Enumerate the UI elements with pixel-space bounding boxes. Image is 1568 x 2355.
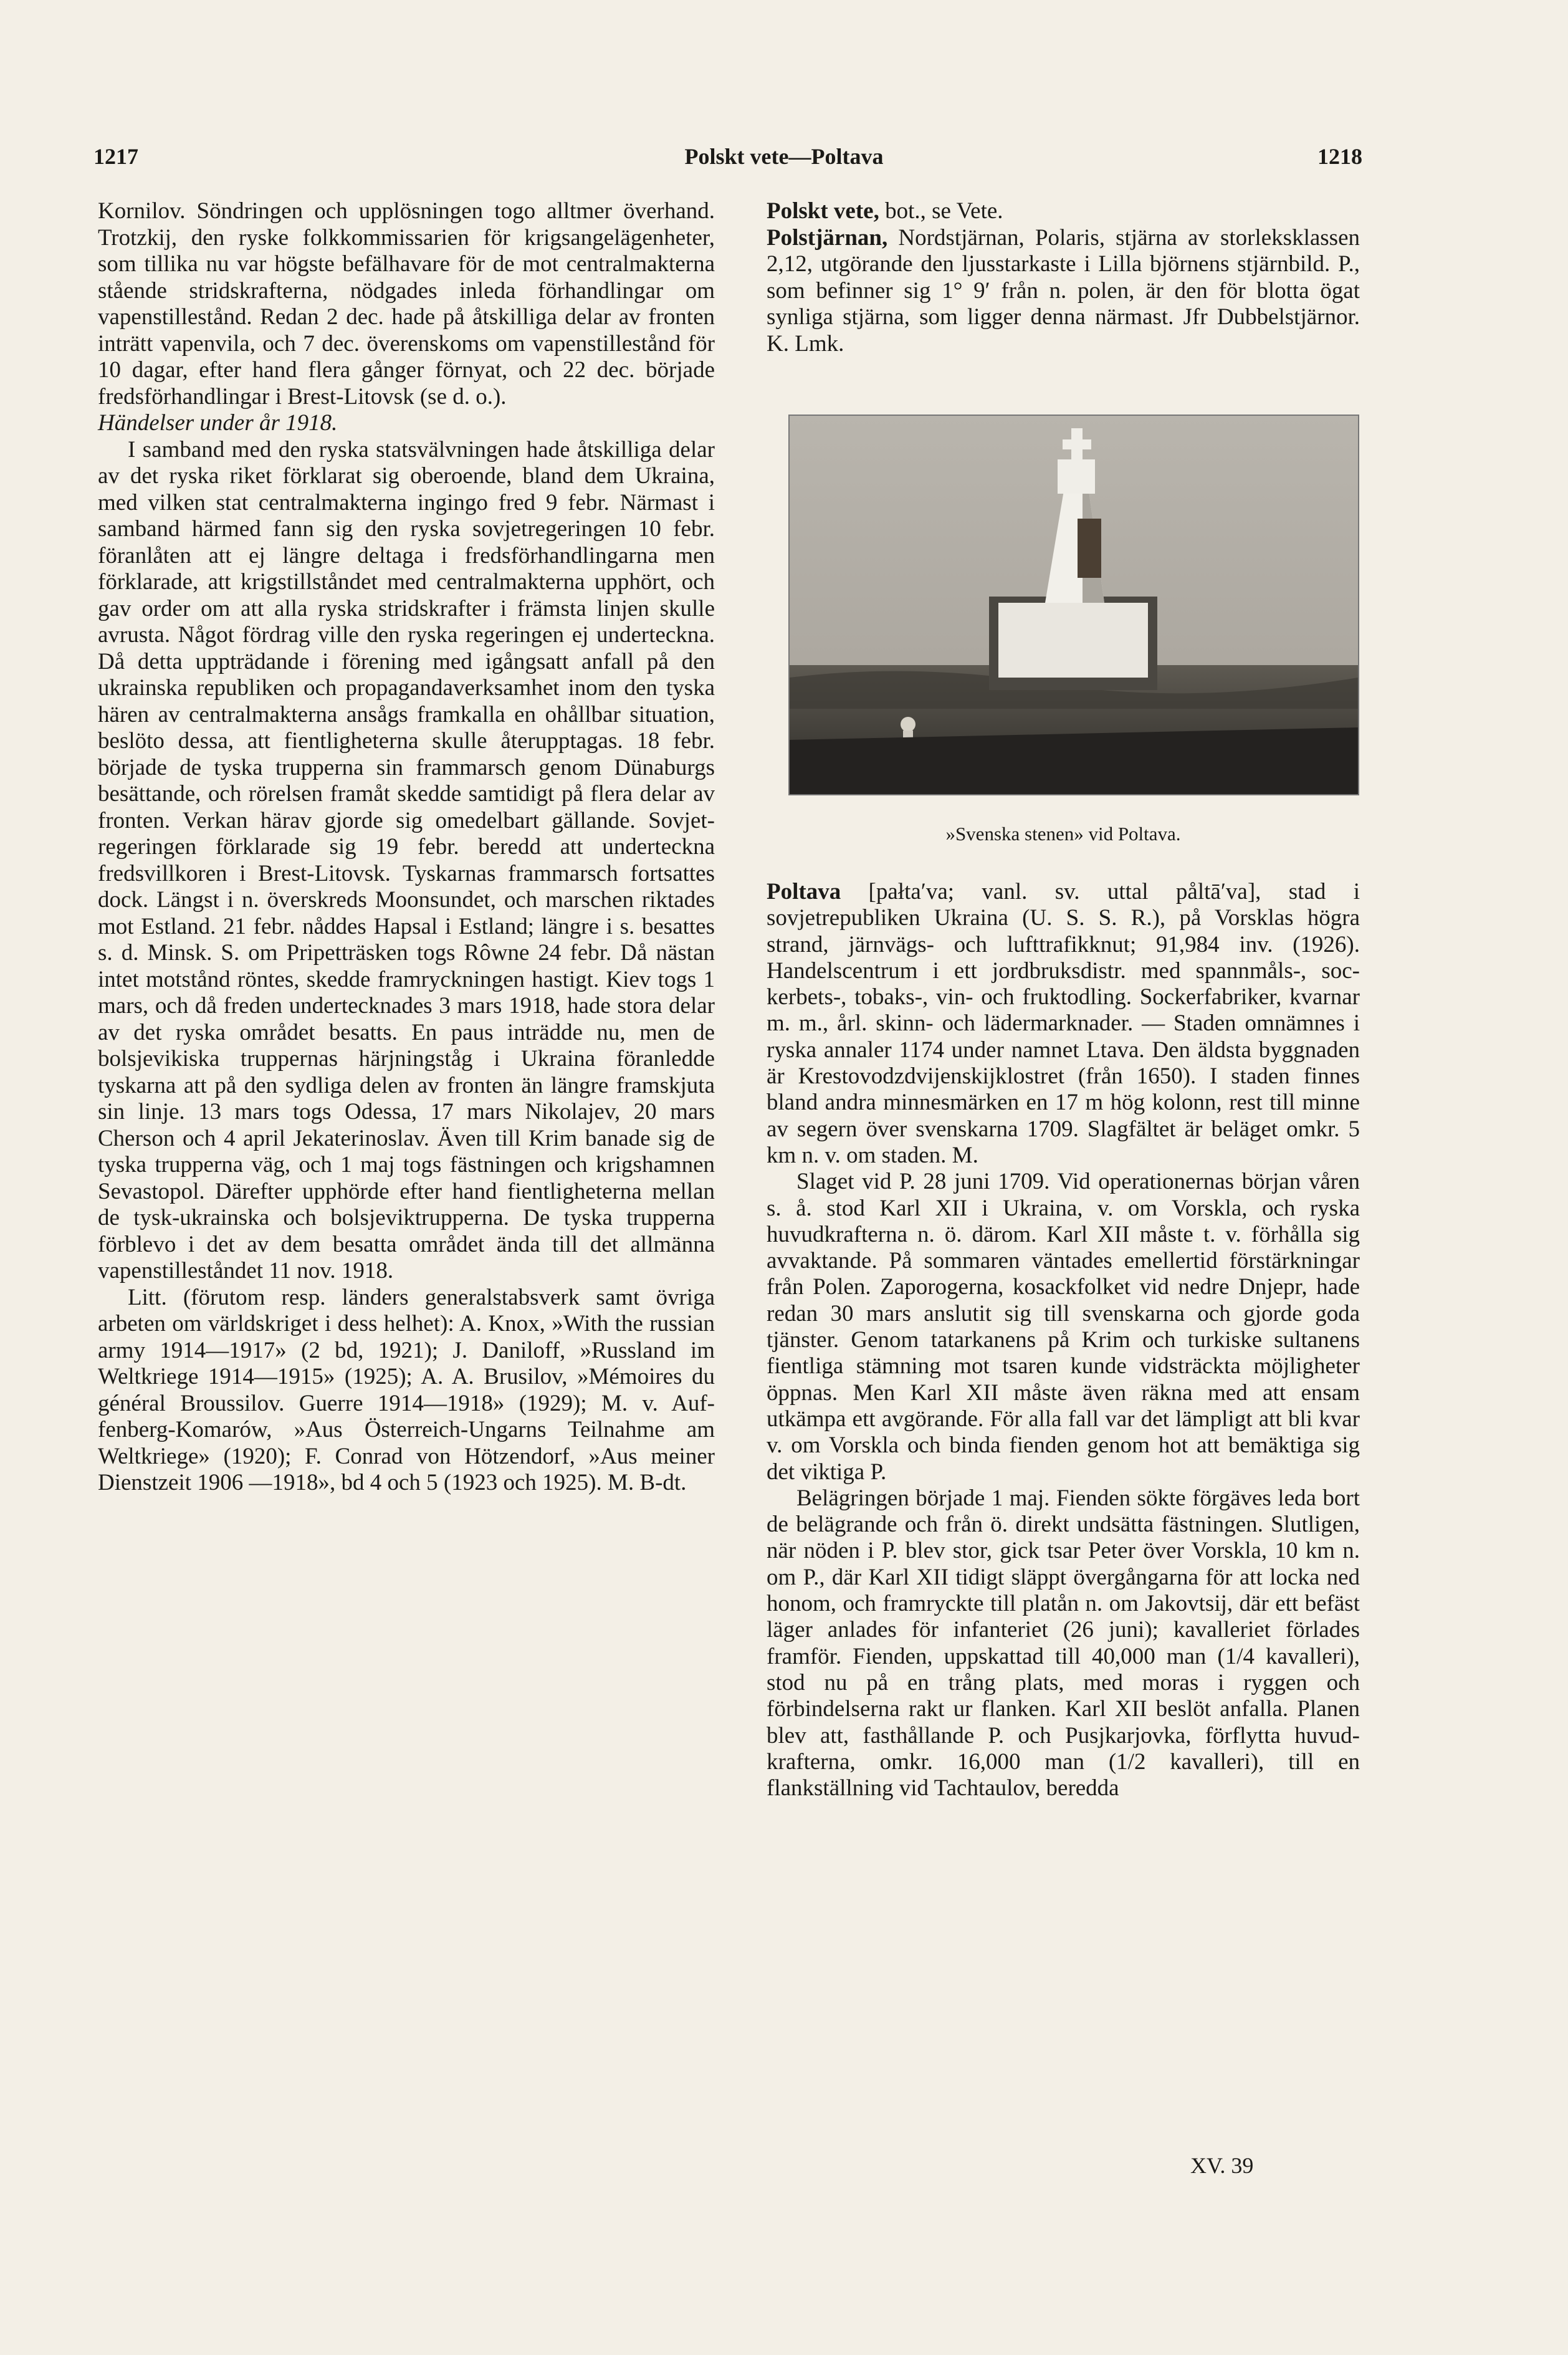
paragraph-text: Kornilov. Söndringen och upplösningen togo alltmer överhand. Trotzkij, den ryske folkkommissarien för krigsangelägenheter, som tillika nu var högste befälhavare för de mot centralmakterna stående stridskrafterna, nödgades inleda förhandlingar om vapenstillestånd. Redan 2 dec. hade på åtskilliga delar av fronten inträtt vapenvila, och 7 dec. överenskoms om vapenstillestånd för 10 dagar, efter hand flera gånger förnyat, och 22 dec. började fredsförhandlingar i Brest-Litovsk (se d. o.). [98, 198, 715, 410]
paragraph: I samband med den ryska statsvälvningen hade åtskilliga delar av det ryska riket förklarat sig oberoende, bland dem Ukraina, med vilken stat centralmakterna ingingo fred 9 febr. Närmast i samband härmed fann sig den ryska sovjetregeringen 10 febr. föranlåten att ej längre deltaga i fredsförhandlingarna men förklarade, att krigstillståndet med centralmakterna upphört, och gav order om att alla ryska stridskrafter i främsta linjen skulle avrusta. Något fördrag ville den ryska regeringen ej underteckna. Då detta uppträdande i förening med igångsatt anfall på den ukrainska republiken och propagandaverksamhet inom den tyska hären av centralmakterna ansågs framkalla en ohållbar situation, beslöto dessa, att fientligheterna skulle återupptagas. 18 febr. började de tyska trupperna sin frammarsch genom Dünaburgs besättande, och rörelsen framåt skedde samtidigt på flera delar av fronten. Verkan härav gjorde sig omedelbart gällande. Sovjetregeringen förklarade sig 19 febr. beredd att underteckna fredsvillkoren i Brest-Litovsk. Tyskarnas frammarsch fortsattes dock. Längst i n. överskreds Moonsundet, och marschen riktades mot Estland. 21 febr. nåddes Hapsal i Estland; längre i s. besattes s. d. Minsk. S. om Pripetträsken togs Rôwne 24 febr. Då nästan intet motstånd röntes, skedde framryckningen hastigt. Kiev togs 1 mars, och då freden undertecknades 3 mars 1918, hade stora delar av det ryska området besatts. En paus inträdde nu, men de bolsjevikiska truppernas härjningståg i Ukraina föranledde tyskarna att på den sydliga delen av fronten än längre framskjuta sin linje. 13 mars togs Odessa, 17 mars Nikolajev, 20 mars Cherson och 4 april Jekaterinoslav. Även till Krim banade sig de tyska trupperna väg, och 1 maj togs fästningen och krigshamnen Sevastopol. Därefter upphörde efter hand fientligheterna mellan de tysk-ukrainska och bolsjeviktrupperna. De tyska trupperna förblevo i det av dem besatta området ända till det allmänna vapenstilleståndet 11 nov. 1918. [98, 436, 715, 1283]
bibliography: Litt. (förutom resp. länders generalstabsverk samt övriga arbeten om världskriget i dess helhet): A. Knox, »With the russian army 1914—1917» (2 bd, 1921); J. Daniloff, »Russland im Weltkriege 1914—1915» (1925); A. A. Brusilov, »Mémoires du général Broussilov. Guerre 1914—1918» (1929); M. v. Auffenberg-Komarów, »Aus Österreich-Ungarns Teilnahme am Weltkriege» (1920); F. Conrad von Hötzendorf, »Aus meiner Dienstzeit 1906 —1918», bd 4 och 5 (1923 och 1925). M. B-dt. [98, 1284, 715, 1495]
page-number-right: 1218 [1317, 144, 1362, 169]
entry-headword: Poltava [767, 879, 841, 904]
entry-body: bot., se Vete. [879, 198, 1003, 224]
entry-body: [pałta′va; vanl. sv. uttal påltā′va], stad i sovjetrepubliken Ukraina (U. S. S. R.), på Vorsklas högra strand, järnvägs- och lufttrafikknut; 91,984 inv. (1926). Handelscentrum i ett jordbruksdistr. med spannmåls-, sockerbets-, tobaks-, vin- och fruktodling. Sockerfabriker, kvarnar m. m., årl. skinn- och lädermarknader. — Staden omnämnes i ryska annaler 1174 under namnet Ltava. Den äldsta byggnaden är Krestovodzdvijenskijklostret (från 1650). I staden finnes bland andra minnesmärken en 17 m hög kolonn, rest till minne av segern över svenskarna 1709. Slagfältet är beläget omkr. 5 km n. v. om staden. M. [767, 879, 1360, 1168]
page-number-left: 1217 [93, 144, 138, 169]
running-title: Polskt vete—Poltava [684, 144, 884, 169]
entry-body: Nordstjärnan, Polaris, stjärna av storleksklassen 2,12, utgörande den ljusstarkaste i Lilla björnens stjärnbild. P., som befinner sig 1° 9′ från n. polen, är den för blotta ögat synliga stjärna, som ligger denna närmast. Jfr Dubbelstjärnor. K. Lmk. [767, 224, 1360, 357]
entry-polstjarnan [767, 225, 1360, 358]
photo-caption: »Svenska stenen» vid Poltava. [945, 823, 1181, 845]
monument-photo [788, 415, 1359, 795]
running-header [0, 143, 1568, 181]
right-column-top [767, 198, 1360, 357]
entry-polskt-vete [767, 198, 1360, 225]
paragraph: Slaget vid P. 28 juni 1709. Vid operationernas början våren s. å. stod Karl XII i Ukraina, v. om Vorskla, och ryska huvudkrafterna n. ö. därom. Karl XII måste t. v. förhålla sig avvaktande. På sommaren väntades emellertid förstärkningar från Polen. Zaporogerna, kosackfolket vid nedre Dnjepr, hade redan 30 mars anslutit sig till svenskarna och gjorde goda tjänster. Genom tatarkanens på Krim och turkiske sultanens fientliga stämning mot tsaren kunde vidsträckta möjligheter öppnas. Men Karl XII måste även räkna med att ensam utkämpa ett avgörande. För alla fall var det lämpligt att bli kvar v. om Vorskla och binda fienden genom hot att bemäktiga sig det viktiga P. [767, 1169, 1360, 1485]
left-column [98, 198, 715, 1497]
paragraph: Belägringen började 1 maj. Fienden sökte förgäves leda bort de belägrande och från ö. direkt undsätta fästningen. Slutligen, när nöden i P. blev stor, gick tsar Peter över Vorskla, 10 km n. om P., där Karl XII tidigt släppt övergångarna för att locka ned honom, och framryckte till platån n. om Jakovtsij, där ett befäst läger anlades för infanteriet (26 juni); kavalleriet förlades framför. Fienden, uppskattad till 40,000 man (1/4 kavalleri), stod nu på en trång plats, med moras i ryggen och förbindelserna rakt ur flanken. Karl XII beslöt anfalla. Planen blev att, fasthållande P. och Pusjkarjovka, förflytta huvudkrafterna, omkr. 16,000 man (1/2 kavalleri), till en flankställning vid Tachtaulov, beredda [767, 1485, 1360, 1801]
entry-poltava [767, 879, 1360, 1169]
paragraph [98, 198, 715, 437]
right-column-bottom [767, 879, 1360, 1801]
volume-signature: XV. 39 [1190, 2153, 1254, 2178]
subheading: Händelser under år 1918. [98, 410, 338, 436]
entry-headword: Polskt vete, [767, 198, 879, 224]
entry-headword: Polstjärnan, [767, 224, 888, 251]
